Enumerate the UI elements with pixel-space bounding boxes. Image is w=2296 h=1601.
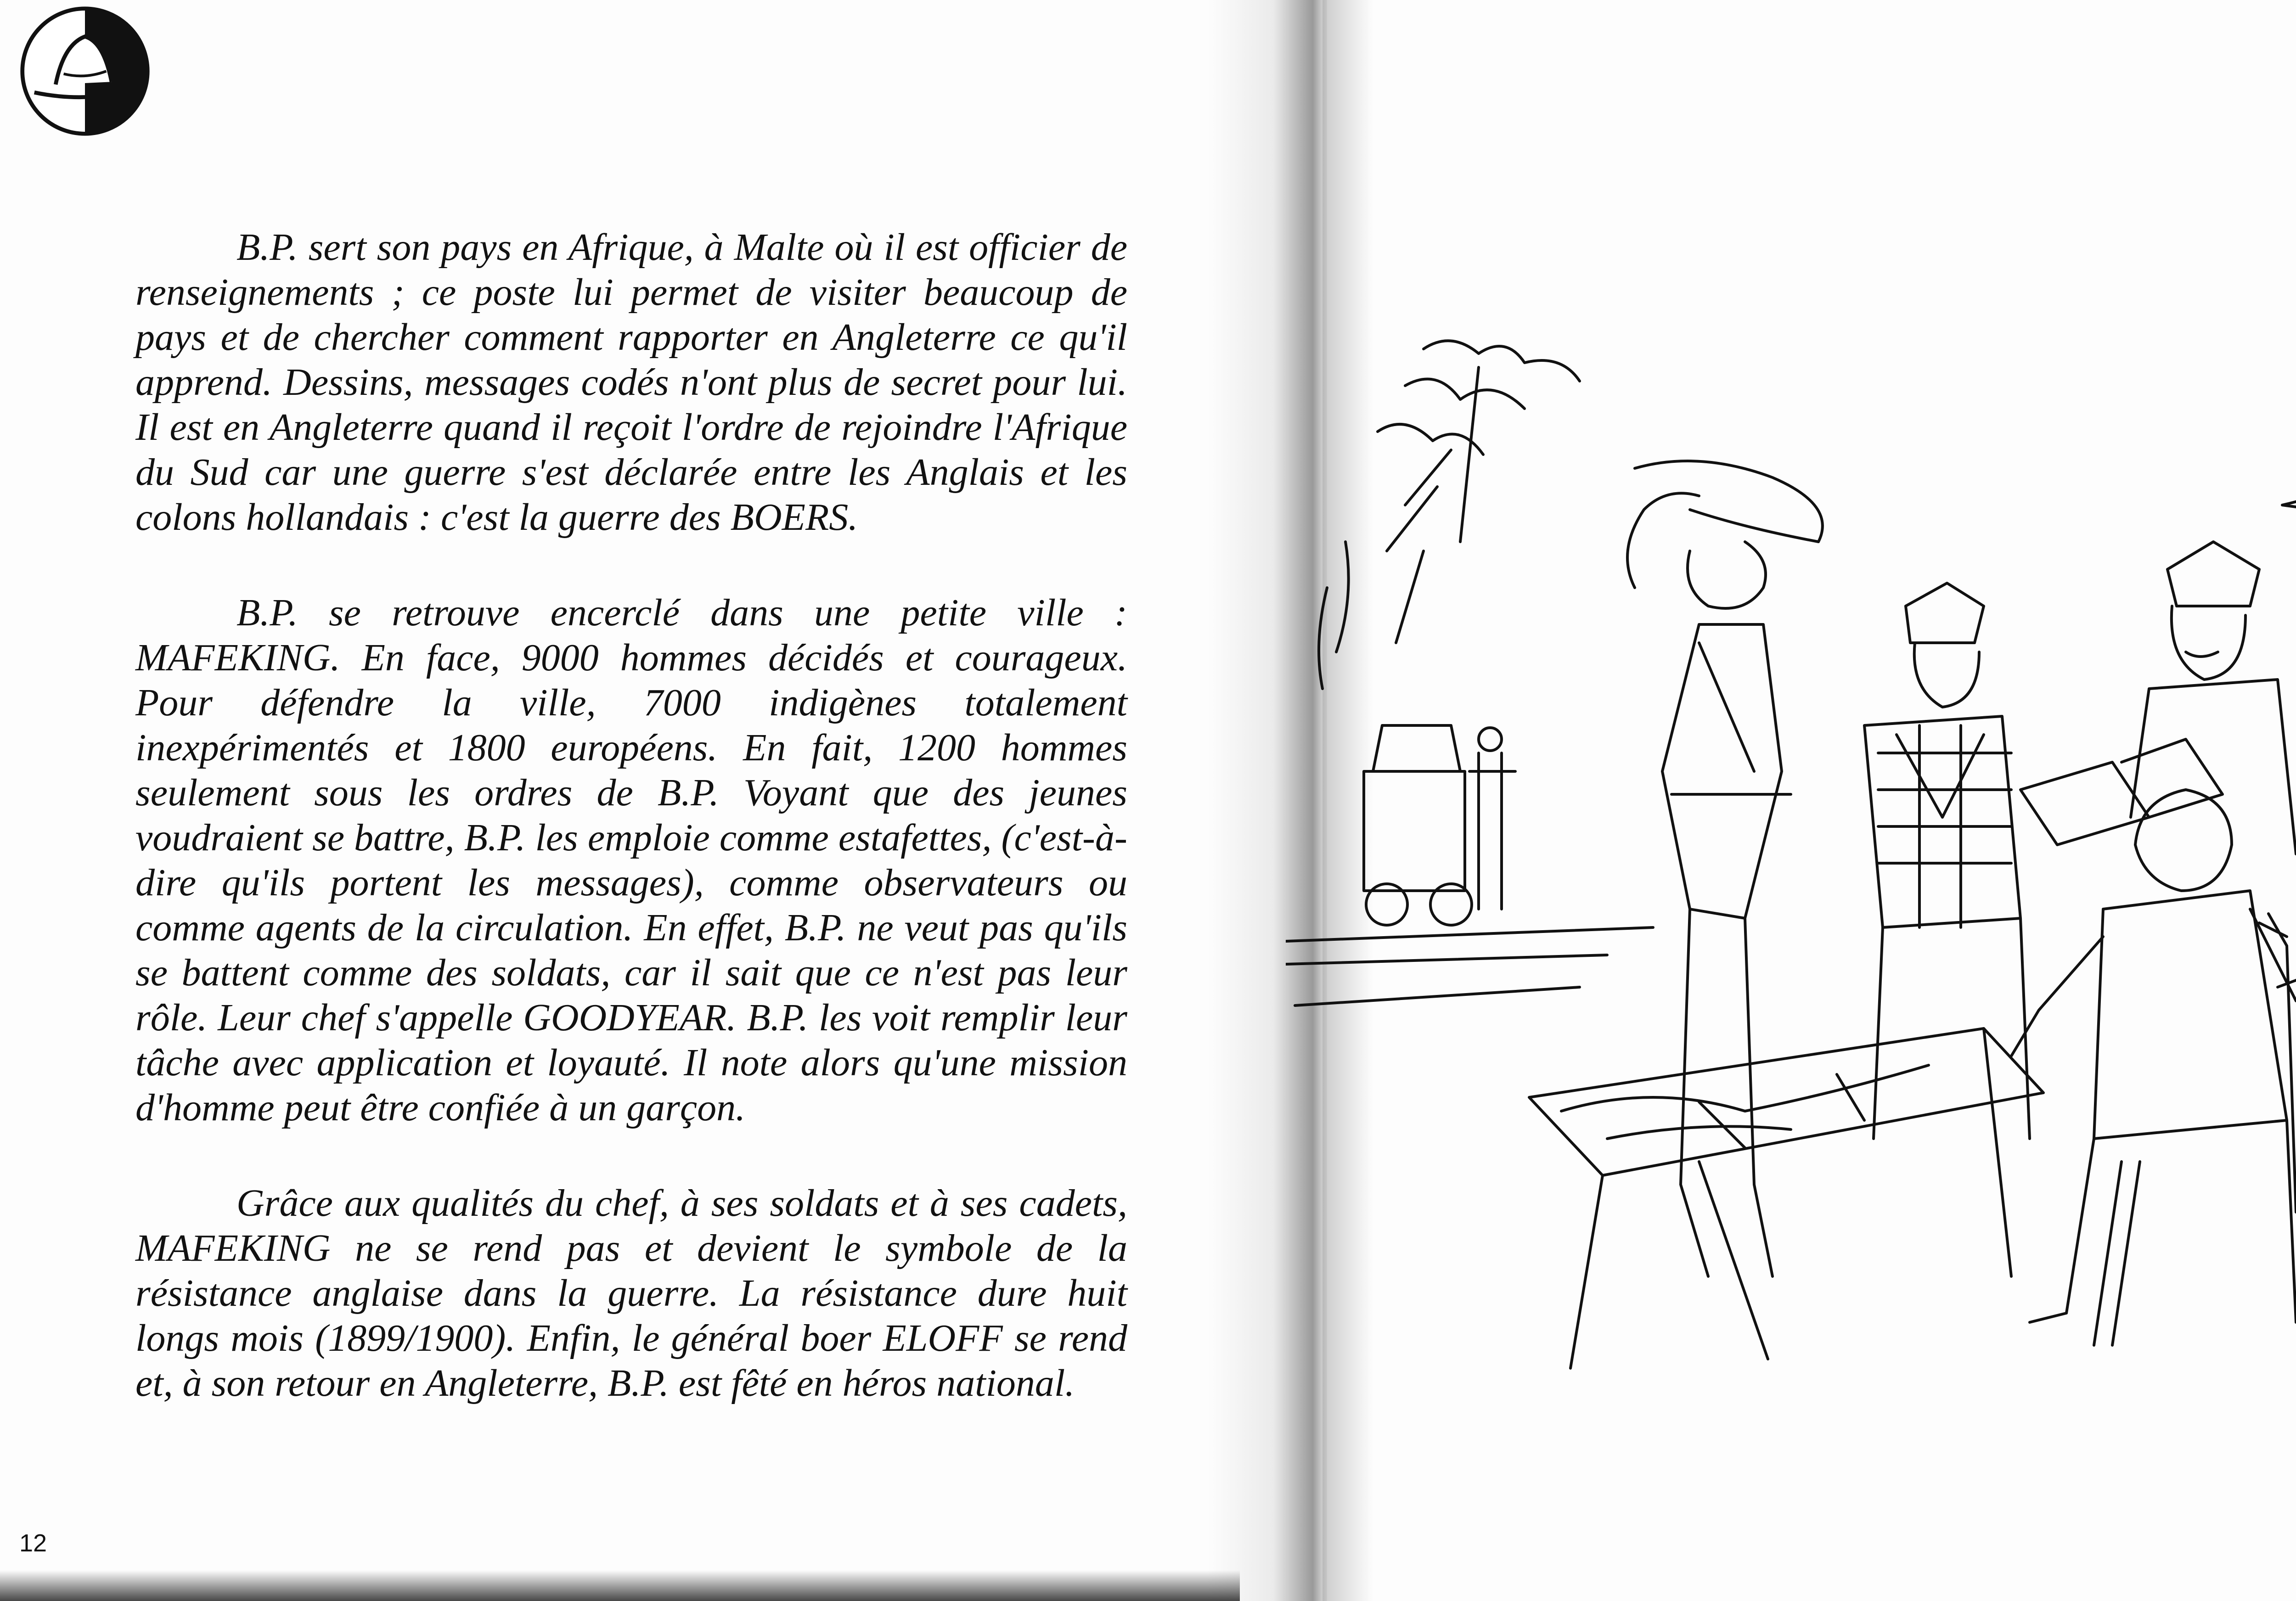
- paragraph-1: B.P. sert son pays en Afrique, à Malte où il est officier de renseignements ; ce poste lui permet de visiter beaucoup de pays et de chercher comment rapporter en Angleterre ce qu'il apprend. Dessins, messages codés n'ont plus de secret pour lui. Il est en Angleterre quand il reçoit l'ordre de rejoindre l'Afrique du Sud car une guerre s'est déclarée entre les Anglais et les colons hollandais : c'est la guerre des BOERS.: [135, 226, 1127, 539]
- page-bottom-shadow: [0, 1570, 1240, 1601]
- paragraph-2: B.P. se retrouve encerclé dans une petite ville : MAFEKING. En face, 9000 hommes décidés et courageux. Pour défendre la ville, 7000 indigènes totalement inexpérimentés et 1800 européens. En fait, 1200 hommes seulement sous les ordres de B.P. Voyant que des jeunes voudraient se battre, B.P. les emploie comme estafettes, (c'est-à-dire qu'ils portent les messages), comme observateurs ou comme agents de la circulation. En effet, B.P. ne veut pas qu'ils se battent comme des soldats, car il sait que ce n'est pas leur rôle. Leur chef s'appelle GOODYEAR. B.P. les voit remplir leur tâche avec application et loyauté. Il note alors qu'une mission d'homme peut être confiée à un garçon.: [135, 591, 1127, 1129]
- page-number-left: 12: [19, 1529, 47, 1557]
- scouts-and-officers-illustration: [1286, 312, 2296, 1405]
- body-text: [135, 225, 1127, 1456]
- paragraph-3: Grâce aux qualités du chef, à ses soldats et à ses cadets, MAFEKING ne se rend pas et devient le symbole de la résistance anglaise dans la guerre. La résistance dure huit longs mois (1899/1900). Enfin, le général boer ELOFF se rend et, à son retour en Angleterre, B.P. est fêté en héros national.: [135, 1182, 1127, 1404]
- scout-hat-icon: [18, 5, 152, 138]
